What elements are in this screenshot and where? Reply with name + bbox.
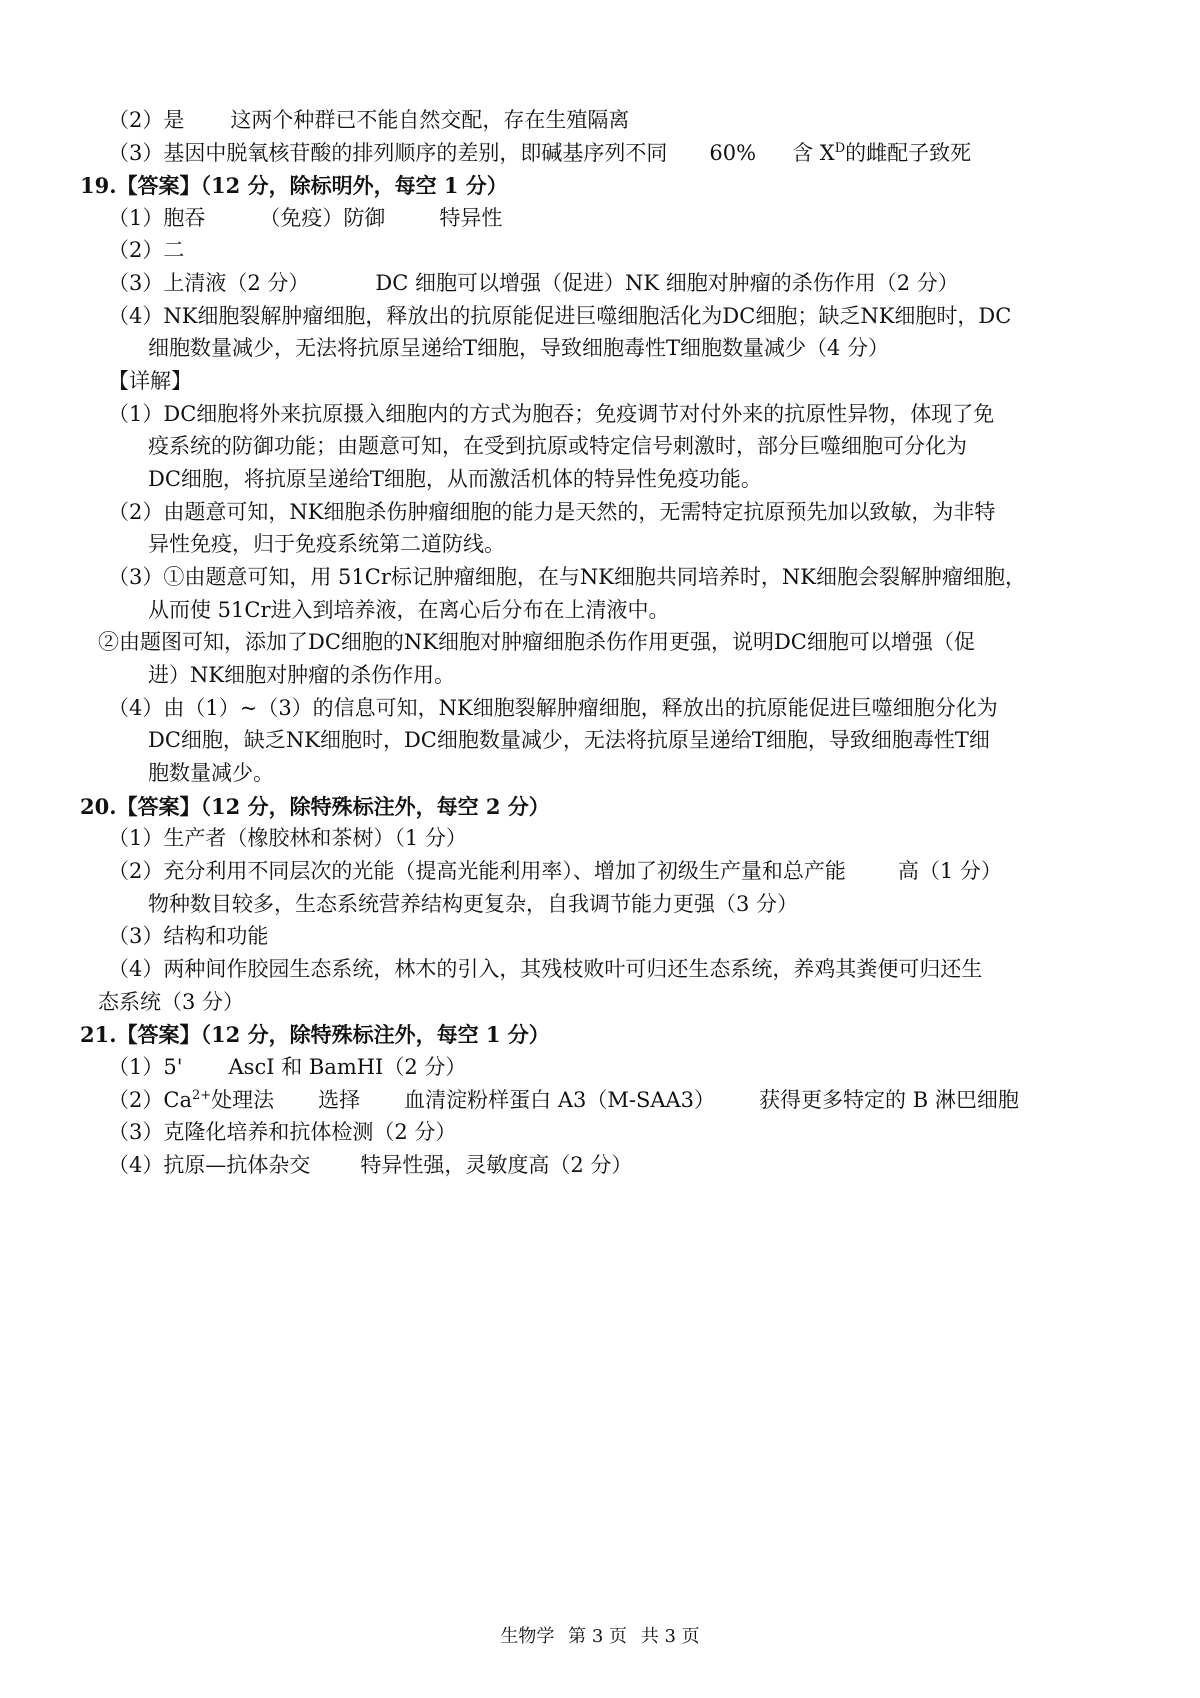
- q20-answer-4-line1: （4）两种间作胶园生态系统，林木的引入，其残枝败叶可归还生态系统，养鸡其粪便可归还生: [108, 957, 983, 981]
- q19-detail-3-line3: ②由题图可知，添加了DC细胞的NK细胞对肿瘤细胞杀伤作用更强，说明DC细胞可以增强（促: [98, 630, 975, 654]
- answer-blank: （免疫）防御: [259, 206, 386, 230]
- answer-number: （1）: [108, 206, 164, 230]
- detail-title: 【详解】: [108, 369, 192, 393]
- q19-detail-1-line1: （1）DC细胞将外来抗原摄入细胞内的方式为胞吞；免疫调节对付外来的抗原性异物，体现了免: [108, 402, 995, 426]
- answer-blank: Ca: [163, 1088, 192, 1112]
- q20-answer-1: （1）生产者（橡胶林和茶树）（1 分）: [108, 826, 467, 850]
- q19-detail-1-line3: DC细胞，将抗原呈递给T细胞，从而激活机体的特异性免疫功能。: [148, 467, 762, 491]
- answer-number: （2）: [108, 1088, 164, 1112]
- answer-blank: 选择: [318, 1088, 361, 1112]
- answer-blank: 基因中脱氧核苷酸的排列顺序的差别，即碱基序列不同: [163, 141, 668, 165]
- q21-answer-4: [108, 1149, 632, 1182]
- q19-detail-2-line1: （2）由题意可知，NK细胞杀伤肿瘤细胞的能力是天然的，无需特定抗原预先加以致敏，为非特: [108, 500, 996, 524]
- q20-answer-2-line2: 物种数目较多，生态系统营养结构更复杂，自我调节能力更强（3 分）: [148, 892, 799, 916]
- answer-blank: 充分利用不同层次的光能（提高光能利用率）、增加了初级生产量和总产能: [163, 859, 846, 883]
- q18-answer-2: [108, 104, 629, 137]
- answer-blank: 血清淀粉样蛋白 A3（M-SAA3）: [404, 1088, 716, 1112]
- q19-detail-4-line3: 胞数量减少。: [148, 761, 274, 785]
- q18-answer-3: [108, 137, 971, 170]
- answer-number: （2）: [108, 108, 164, 132]
- q19-answer-1: [108, 202, 502, 235]
- footer-subject: 生物学: [500, 1626, 555, 1647]
- answer-blank: DC 细胞可以增强（促进）NK 细胞对肿瘤的杀伤作用（2 分）: [375, 271, 959, 295]
- q19-detail-4-line1: （4）由（1）~（3）的信息可知，NK细胞裂解肿瘤细胞，释放出的抗原能促进巨噬细胞分化为: [108, 696, 998, 720]
- q19-detail-3-line1: （3）①由题意可知，用 51Cr标记肿瘤细胞，在与NK细胞共同培养时，NK细胞会裂解肿瘤细胞，: [108, 565, 1026, 589]
- q19-answer-3: [108, 267, 959, 300]
- answer-blank: AscI 和 BamHI（2 分）: [228, 1055, 467, 1079]
- q21-answer-1: [108, 1051, 466, 1084]
- answer-number: （2）: [108, 859, 164, 883]
- q20-header: 20.【答案】（12 分，除特殊标注外，每空 2 分）: [80, 794, 550, 819]
- q21-answer-3: （3）克隆化培养和抗体检测（2 分）: [108, 1120, 457, 1144]
- answer-blank: 获得更多特定的 B 淋巴细胞: [759, 1088, 1019, 1112]
- q19-answer-4-line1: （4）NK细胞裂解肿瘤细胞，释放出的抗原能促进巨噬细胞活化为DC细胞；缺乏NK细胞时，DC: [108, 304, 1012, 328]
- footer-page-number: 第 3 页: [568, 1626, 627, 1647]
- q20-answer-4-line2: 态系统（3 分）: [98, 990, 245, 1014]
- q19-detail-4-line2: DC细胞，缺乏NK细胞时，DC细胞数量减少，无法将抗原呈递给T细胞，导致细胞毒性T细: [148, 728, 990, 752]
- page-footer: [0, 1620, 1200, 1653]
- superscript: 2+: [191, 1088, 212, 1103]
- answer-blank: 这两个种群已不能自然交配，存在生殖隔离: [230, 108, 630, 132]
- q19-detail-3-line4: 进）NK细胞对肿瘤的杀伤作用。: [148, 663, 456, 687]
- q19-detail-3-line2: 从而使 51Cr进入到培养液，在离心后分布在上清液中。: [148, 598, 670, 622]
- answer-blank: 处理法: [211, 1088, 275, 1112]
- footer-page-total: 共 3 页: [640, 1626, 700, 1647]
- q21-answer-2: [108, 1084, 1019, 1117]
- answer-blank: 特异性: [439, 206, 503, 230]
- q19-detail-1-line2: 疫系统的防御功能；由题意可知，在受到抗原或特定信号刺激时，部分巨噬细胞可分化为: [148, 434, 967, 458]
- answer-number: （4）: [108, 1153, 164, 1177]
- q19-header: 19.【答案】（12 分，除标明外，每空 1 分）: [80, 173, 508, 198]
- answer-blank: 抗原—抗体杂交: [163, 1153, 311, 1177]
- answer-blank: 高（1 分）: [897, 859, 1002, 883]
- q21-header: 21.【答案】（12 分，除特殊标注外，每空 1 分）: [80, 1022, 550, 1047]
- q20-answer-3: （3）结构和功能: [108, 924, 269, 948]
- answer-blank: 的雌配子致死: [845, 141, 972, 165]
- answer-blank: 上清液（2 分）: [163, 271, 310, 295]
- q20-answer-2: [108, 855, 1002, 888]
- answer-blank: 含 X: [792, 141, 835, 165]
- answer-blank: 是: [163, 108, 185, 132]
- superscript: D: [834, 141, 846, 156]
- answer-blank: 特异性强，灵敏度高（2 分）: [360, 1153, 633, 1177]
- q19-answer-4-line2: 细胞数量减少，无法将抗原呈递给T细胞，导致细胞毒性T细胞数量减少（4 分）: [148, 336, 890, 360]
- answer-number: （1）: [108, 1055, 164, 1079]
- q19-answer-2: （2）二: [108, 238, 185, 262]
- answer-number: （3）: [108, 271, 164, 295]
- answer-blank: 60%: [709, 141, 757, 165]
- q19-detail-2-line2: 异性免疫，归于免疫系统第二道防线。: [148, 532, 505, 556]
- answer-blank: 5': [163, 1055, 183, 1079]
- answer-blank: 胞吞: [163, 206, 206, 230]
- answer-number: （3）: [108, 141, 164, 165]
